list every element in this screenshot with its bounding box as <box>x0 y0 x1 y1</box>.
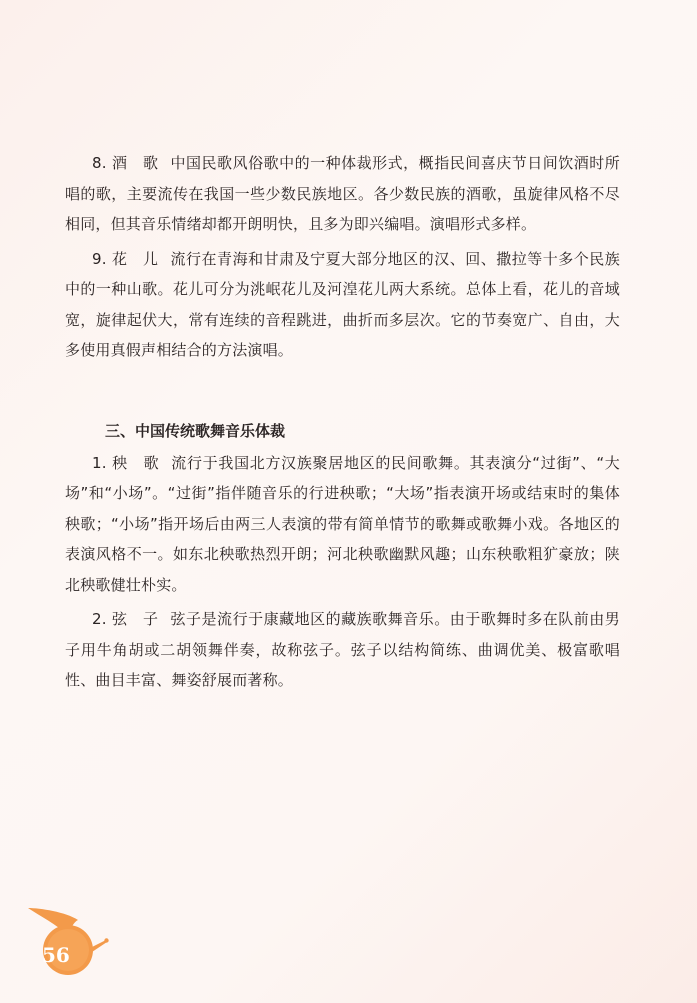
paragraph-text: 中国民歌风俗歌中的一种体裁形式，概指民间喜庆节日间饮酒时所唱的歌，主要流传在我国一些少数民族地区。各少数民族的酒歌，虽旋律风格不尽相同，但其音乐情绪却都开朗明快，且多为即兴编唱。演唱形式多样。 <box>65 154 621 233</box>
section-gap <box>65 366 620 416</box>
paragraph-jiu-ge <box>65 148 620 240</box>
paragraph-text: 流行在青海和甘肃及宁夏大部分地区的汉、回、撒拉等十多个民族中的一种山歌。花儿可分为洮岷花儿及河湟花儿两大系统。总体上看，花儿的音域宽，旋律起伏大，常有连续的音程跳进，曲折而多层次。它的节奏宽广、自由，大多使用真假声相结合的方法演唱。 <box>65 249 621 359</box>
term-label: 1. 秧 歌 <box>92 453 160 472</box>
paragraph-hua-er <box>65 244 620 366</box>
section-heading: 三、中国传统歌舞音乐体裁 <box>105 421 286 440</box>
term-label: 2. 弦 子 <box>92 610 159 628</box>
page-number: 56 <box>42 943 70 967</box>
paragraph-yang-ge <box>65 448 620 601</box>
term-label: 8. 酒 歌 <box>92 154 159 172</box>
paragraph-text: 流行于我国北方汉族聚居地区的民间歌舞。其表演分“过街”、“大场”和“小场”。“过街”指伴随音乐的行进秧歌；“大场”指表演开场或结束时的集体秧歌；“小场”指开场后由两三人表演的带有简单情节的歌舞或歌舞小戏。各地区的表演风格不一。如东北秧歌热烈开朗；河北秧歌幽默风趣；山东秧歌粗犷豪放；陕北秧歌健壮朴实。 <box>65 453 621 594</box>
body-content <box>65 148 620 696</box>
term-label: 9. 花 儿 <box>92 249 159 268</box>
paragraph-text: 弦子是流行于康藏地区的藏族歌舞音乐。由于歌舞时多在队前由男子用牛角胡或二胡领舞伴奏，故称弦子。弦子以结构简练、曲调优美、极富歌唱性、曲目丰富、舞姿舒展而著称。 <box>65 610 621 689</box>
paragraph-xian-zi <box>65 604 620 696</box>
